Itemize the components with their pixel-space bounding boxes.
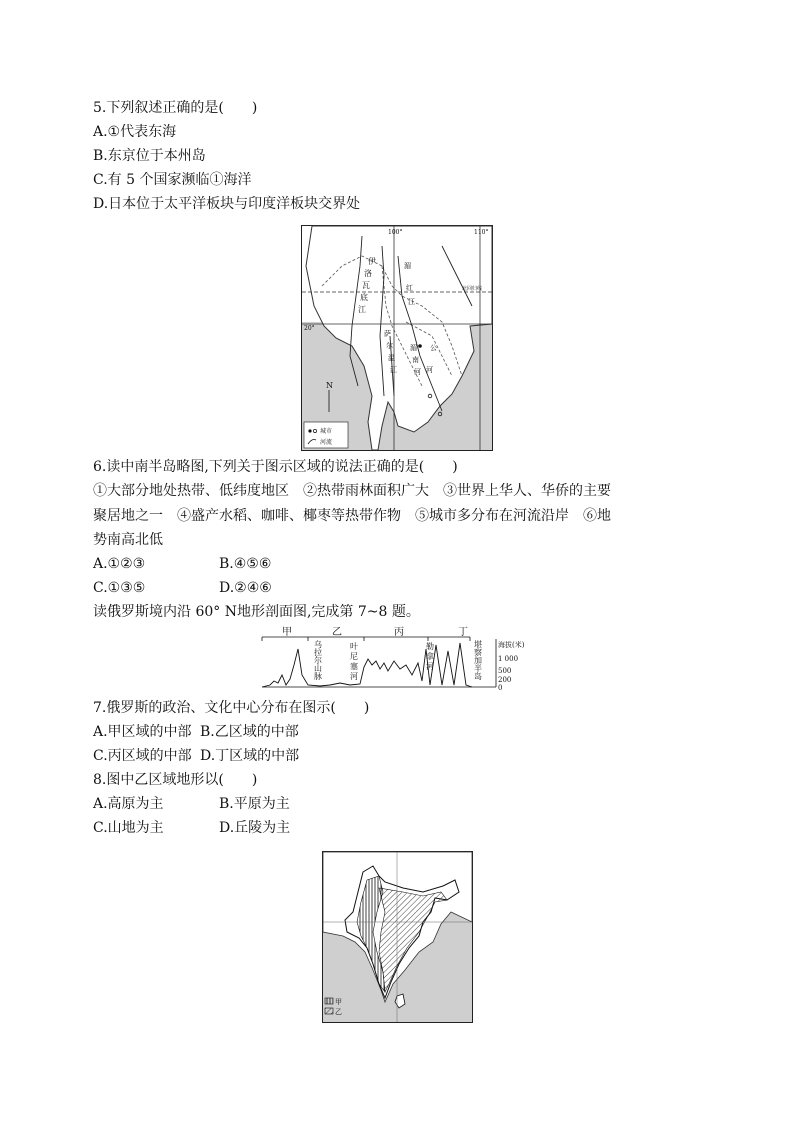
river-char: 萨 [384,330,391,338]
feature-char: 塞 [350,662,358,671]
legend-jia-label: 甲 [335,998,342,1006]
q8-option-a: A.高原为主 [93,796,164,812]
legend-river-label: 河流 [320,439,333,446]
q7-option-b: B.乙区域的中部 [200,724,299,740]
legend-city-dot-icon [308,429,311,432]
q6-stem: 6.读中南半岛略图,下列关于图示区域的说法正确的是( ) [93,459,458,475]
q6-option-a: A.①②③ [93,556,146,572]
q8-option-b: B.平原为主 [219,796,290,812]
legend-yi-label: 乙 [335,1008,342,1016]
river-char: 湄 [404,262,411,270]
feature-char: 叶 [350,642,358,651]
elevation-tick-200: 200 [498,676,512,684]
region-label-bing: 丙 [394,627,404,638]
elevation-tick-500: 500 [498,667,512,675]
compass-label: N [326,381,333,390]
q8-stem: 8.图中乙区域地形以( ) [93,772,258,788]
feature-char: 河 [426,662,434,671]
q7-option-c: C.丙区域的中部 [93,748,192,764]
feature-char: 尔 [314,656,322,665]
lat-label-20: 20° [304,325,315,332]
river-char: 底 [360,293,368,302]
q7-stem: 7.俄罗斯的政治、文化中心分布在图示( ) [93,700,370,716]
feature-char: 尼 [350,652,358,661]
river-char: 湄 [410,344,417,352]
feature-char: 脉 [314,672,322,681]
river-char: 江 [390,366,397,374]
q6-statements-line2: 聚居地之一 ④盛产水稻、咖啡、椰枣等热带作物 ⑤城市多分布在河流沿岸 ⑥地 [93,508,611,524]
feature-char: 山 [314,664,322,673]
region-label-jia: 甲 [282,627,292,638]
river-char: 尔 [386,342,393,350]
feature-char: 察 [474,648,482,657]
river-char: 瓦 [362,281,370,290]
q6-statements-line1: ①大部分地处热带、低纬度地区 ②热带雨林面积广大 ③世界上华人、华侨的主要 [93,483,611,499]
terrain-profile [260,625,525,692]
q7-option-d: D.丁区域的中部 [200,748,300,764]
feature-char: 勒 [426,642,434,651]
river-char: 红 [406,284,413,292]
q5-option-a: A.①代表东海 [93,124,177,140]
river-char: 河 [426,366,433,374]
region-label-yi: 乙 [332,627,342,638]
terrain-profile-svg [260,625,525,692]
q7-option-a: A.甲区域的中部 [93,724,192,740]
q8-option-d: D.丘陵为主 [219,820,291,836]
q5-option-c: C.有 5 个国家濒临①海洋 [93,172,252,188]
legend-jia-swatch-icon [325,998,333,1004]
elevation-axis-title: 海拔(米) [498,641,525,649]
india-map [322,851,473,1023]
region-label-ding: 丁 [458,627,468,638]
lon-label-110: 110° [474,229,489,236]
elevation-tick-1000: 1 000 [498,655,519,663]
feature-char: 乌 [314,640,322,649]
profile-line [262,643,472,687]
city-marker [418,344,422,348]
river-char: 江 [408,298,415,306]
lon-label-100: 100° [388,229,403,236]
q6-statements-line3: 势南高北低 [93,532,163,548]
india-map-svg [323,852,472,1022]
feature-char: 拉 [314,648,322,657]
tropic-label: 北回归线 [462,286,483,292]
feature-char: 堪 [474,640,482,649]
feature-char: 半 [474,664,482,673]
feature-char: 河 [350,672,358,681]
indochina-map-svg [302,226,492,450]
indochina-map [301,225,493,451]
q5-stem: 5.下列叙述正确的是( ) [93,100,258,116]
q6-option-d: D.②④⑥ [219,580,272,596]
river-char: 公 [430,344,437,352]
river-char: 洛 [364,269,372,278]
q6-option-c: C.①③⑤ [93,580,146,596]
river-char: 伊 [368,257,376,266]
feature-char: 岛 [474,672,482,681]
legend-city-label: 城市 [320,428,333,435]
intro-q7-q8: 读俄罗斯境内沿 60° N地形剖面图,完成第 7~8 题。 [93,604,420,620]
feature-char: 加 [474,656,482,665]
river-char: 南 [412,356,419,364]
river-char: 江 [358,305,366,314]
legend-yi-swatch-icon [325,1008,333,1014]
q8-option-c: C.山地为主 [93,820,164,836]
feature-char: 拿 [426,652,434,661]
q5-option-d: D.日本位于太平洋板块与印度洋板块交界处 [93,196,361,212]
q6-option-b: B.④⑤⑥ [219,556,272,572]
elevation-tick-0: 0 [498,684,503,692]
q5-option-b: B.东京位于本州岛 [93,148,206,164]
river-char: 温 [388,354,395,362]
river-char: 河 [414,368,421,376]
